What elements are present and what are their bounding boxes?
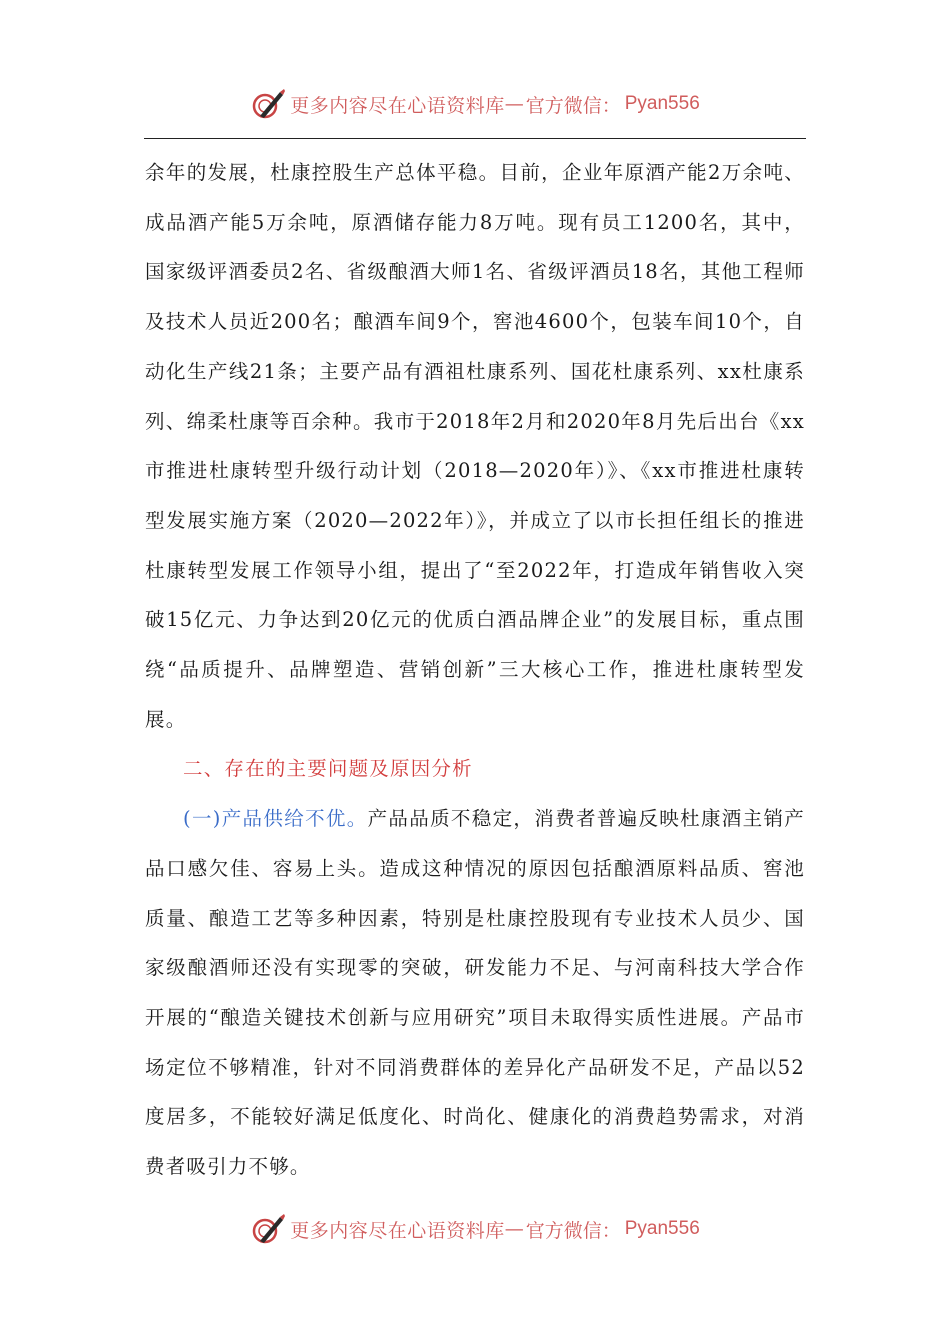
footer-wechat-label: 官方微信： (525, 1219, 621, 1242)
document-body (145, 148, 805, 1192)
section-heading: 二、存在的主要问题及原因分析 (183, 757, 473, 781)
footer-banner-text: 更多内容尽在心语资料库 (290, 1219, 505, 1242)
paragraph-1: 余年的发展，杜康控股生产总体平稳。目前，企业年原酒产能2万余吨、成品酒产能5万余吨，原酒储存能力8万吨。现有员工1200名，其中，国家级评酒委员2名、省级酿酒大师1名、省级评酒员18名，其他工程师及技术人员近200名；酿酒车间9个，窖池4600个，包装车间10个，自动化生产线21条；主要产品有酒祖杜康系列、国花杜康系列、xx杜康系列、绵柔杜康等百余种。我市于2018年2月和2020年8月先后出台《xx市推进杜康转型升级行动计划（2018—2020年）》、《xx市推进杜康转型发展实施方案（2020—2022年）》，并成立了以市长担任组长的推进杜康转型发展工作领导小组，提出了“至2022年，打造成年销售收入突破15亿元、力争达到20亿元的优质白酒品牌企业”的发展目标，重点围绕“品质提升、品牌塑造、营销创新”三大核心工作，推进杜康转型发展。 (145, 161, 805, 731)
header-banner (0, 84, 950, 124)
header-wechat-id: Pyan556 (624, 93, 700, 114)
paragraph-2 (145, 794, 805, 1192)
header-wechat-label: 官方微信： (525, 94, 621, 117)
subsection-heading: (一)产品供给不优。 (183, 807, 368, 831)
footer-banner (0, 1209, 950, 1249)
footer-wechat-id: Pyan556 (624, 1218, 700, 1239)
pen-logo-icon (250, 1211, 286, 1247)
header-banner-text: 更多内容尽在心语资料库 (290, 94, 505, 117)
header-banner-separator: — (504, 93, 524, 115)
paragraph-2-text: 产品品质不稳定，消费者普遍反映杜康酒主销产品口感欠佳、容易上头。造成这种情况的原因包括酿酒原料品质、窖池质量、酿造工艺等多种因素，特别是杜康控股现有专业技术人员少、国家级酿酒师还没有实现零的突破，研发能力不足、与河南科技大学合作开展的“酿造关键技术创新与应用研究”项目未取得实质性进展。产品市场定位不够精准，针对不同消费群体的差异化产品研发不足，产品以52度居多，不能较好满足低度化、时尚化、健康化的消费趋势需求，对消费者吸引力不够。 (145, 807, 805, 1179)
pen-logo-icon (250, 86, 286, 122)
footer-banner-separator: — (504, 1218, 524, 1240)
header-divider (144, 138, 806, 139)
